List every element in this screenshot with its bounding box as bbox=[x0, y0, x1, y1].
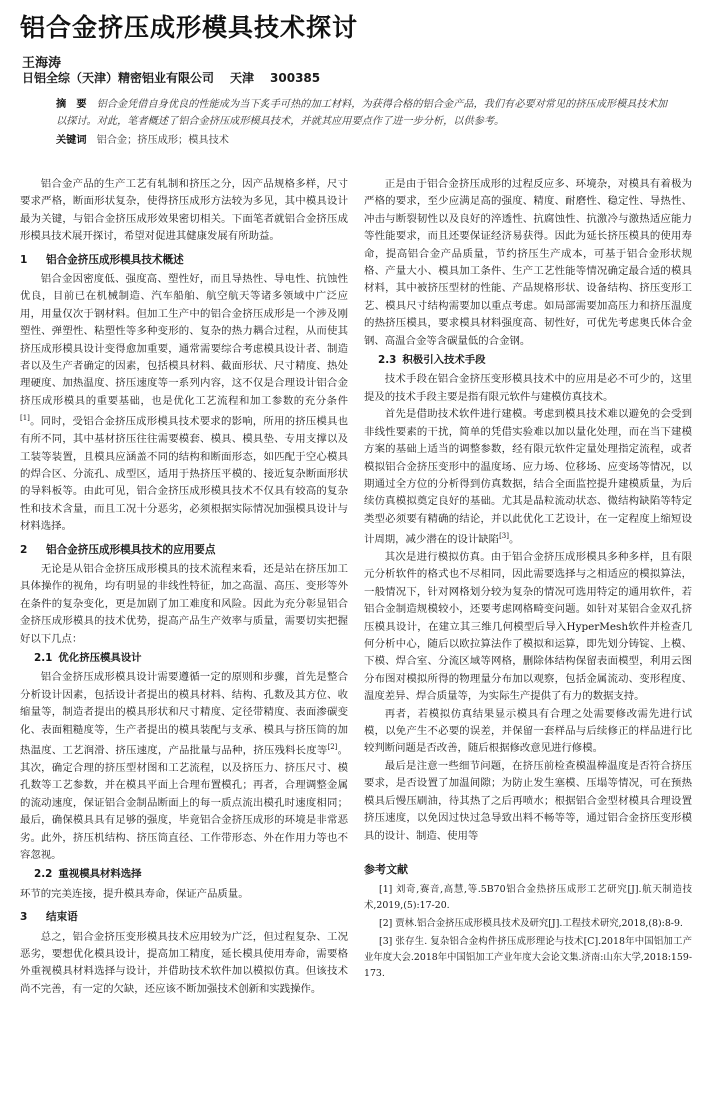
keywords-text: 铝合金；挤压成形；模具技术 bbox=[96, 135, 229, 146]
references-heading: 参考文献 bbox=[364, 862, 408, 876]
section-2-3-paragraph-4: 再者，若模拟仿真结果显示模具有合理之处需要修改需先进行试模，以免产生不必要的误差，并保留一套样品与后续修正的样品进行比较判断问题是否改善，随后根据修改意见进行修模。 bbox=[364, 707, 692, 755]
section-2-3-heading: 2.3 积极引入技术手段 bbox=[378, 354, 486, 367]
right-column bbox=[364, 176, 692, 998]
section-1-heading: 1 铝合金挤压成形模具技术概述 bbox=[20, 253, 184, 266]
affiliation-city: 天津 bbox=[230, 71, 255, 85]
affiliation bbox=[22, 69, 336, 86]
author-name: 王海涛 bbox=[22, 56, 62, 71]
reference-1: [1] 刘奇,赛音,高慧,等.5B70铝合金热挤压成形工艺研究[J].航天制造技术,2019,(5):17-20. bbox=[364, 884, 692, 912]
affiliation-org: 日铝全综（天津）精密铝业有限公司 bbox=[22, 71, 215, 85]
body-columns bbox=[20, 176, 692, 998]
section-1-paragraph: 铝合金因密度低、强度高、塑性好，而且导热性、导电性、抗蚀性优良，目前已在机械制造、汽车船舶、航空航天等诸多领域中广泛应用，用量仅次于钢材料。但加工生产中的铝合金挤压成形是一个涉及刚塑性、弹塑性、粘塑性等多种变形的、复杂的热力耦合过程，从而使其挤压成形模具设计变得愈加重要，通常需要综合考虑模具设计者、制造者以及生产者确定的因素，包括模具材料、截面形状、尺寸精度、热处理硬度、加热温度、挤压速度等一系列内容，这不仅是合理设计铝合金挤压成形模具的重要基础，也是优化工艺流程和加工参数的充分条件[1]。同时，受铝合金挤压成形模具技术要求的影响，所用的挤压模具也有所不同，其中基材挤压往往需要模套、模具、模具垫、专用支撑以及工装等装置，且模具应涵盖不同的结构和断面形态，如匹配于空心模具的焊合区、分流孔、成型区，适用于热挤压平模的、接近复杂断面形状的导料板等。由此可见，铝合金挤压成形模具技术不仅具有较高的复杂性和技术含量，而且工况十分恶劣，必须根据实际情况加强模具设计与材料选择。 bbox=[20, 273, 348, 533]
section-2-heading: 2 铝合金挤压成形模具技术的应用要点 bbox=[20, 543, 216, 556]
intro-paragraph: 铝合金产品的生产工艺有轧制和挤压之分，因产品规格多样，尺寸要求严格，断面形状复杂，使得挤压成形方法较为多见，其中模具设计最为关键，与铝合金挤压成形效果密切相关。下面笔者就铝合金挤压成形模具技术展开探讨，希望对促进其健康发展有所助益。 bbox=[20, 178, 348, 243]
abstract bbox=[56, 96, 676, 130]
section-2-3-paragraph-2: 首先是借助技术软件进行建模。考虑到模具技术难以避免的会受到非线性要素的干扰，简单的凭借实验难以加以量化处理，而在当下建模方案的基础上适当的调整参数，经有限元软件定量处理指定流程，或者模拟铝合金挤压变形中的温度场、应力场、位移场、应变场等情况，以期通过全方位的分析得到仿真数据，结合全面监控提升建模质量，为后续仿真模拟奠定良好的基础。尤其是晶粒流动状态、微结构缺陷等特定类型必须要有精确的结论，并以此优化工艺设计，在一定程度上缩短设计周期，减少潜在的设计缺陷[3]。 bbox=[364, 408, 692, 546]
section-2-3-paragraph-1: 技术手段在铝合金挤压变形模具技术中的应用是必不可少的，这里提及的技术手段主要是指有限元软件与建模仿真技术。 bbox=[364, 373, 692, 403]
conclusion-paragraph: 总之，铝合金挤压变形模具技术应用较为广泛，但过程复杂、工况恶劣，要想优化模具设计，提高加工精度，延长模具使用寿命，需要格外重视模具材料选择与设计，并借助技术软件加以模拟仿真。但该技术尚不完善，有一定的欠缺，还应该不断加强技术创新和实践操作。 bbox=[20, 930, 348, 995]
abstract-block bbox=[56, 96, 676, 149]
section-2-3-paragraph-3: 其次是进行模拟仿真。由于铝合金挤压成形模具多种多样，且有限元分析软件的格式也不尽相同，因此需要选择与之相适应的模拟算法，一般情况下，针对网格划分较为复杂的情况可选用特定的通用软件，若铝合金制造规模较小，还要考虑网格畸变问题。如针对某铝合金双孔挤压模具设计，在建立其三维几何模型后导入HyperMesh软件并检查几何分析中心，随后以欧拉算法作了模拟和运算，即先划分铸锭、上模、下模、焊合室、分流区域等网格，删除体结构保留表面模型，利用云图分布图对模拟所得的物理量分布加以观察，包括金属流动、变形程度、温度差异、焊合质量等，为实际生产提供了有力的数据支持。 bbox=[364, 551, 692, 703]
reference-2: [2] 贾林.铝合金挤压成形模具技术及研究[J].工程技术研究,2018,(8):8-9. bbox=[379, 918, 683, 930]
article-title: 铝合金挤压成形模具技术探讨 bbox=[20, 13, 359, 42]
section-2-paragraph: 无论是从铝合金挤压成形模具的技术流程来看，还是站在挤压加工具体操作的视角，均有明显的非线性特征，加之高温、高压、变形等外在条件的复杂变化，更是加剧了加工难度和风险。因此为充分彰显铝合金挤压成形模具的技术优势，提高产品生产效率与质量，需要切实把握好以下几点： bbox=[20, 563, 348, 645]
reference-3: [3] 张存生. 复杂铝合金构件挤压成形理论与技术[C].2018年中国铝加工产业年度大会.2018年中国铝加工产业年度大会论文集.济南:山东大学,2018:159-173. bbox=[364, 936, 692, 980]
citation-2[interactable]: [2] bbox=[327, 743, 338, 752]
materials-paragraph: 正是由于铝合金挤压成形的过程反应多、环境杂，对模具有着极为严格的要求，至少应满足高的强度、精度、耐磨性、稳定性、导热性、冲击与断裂韧性以及良好的淬透性、抗腐蚀性、抗激冷与激热适应能力等性能要求，而且还要保证经济易获得。因此为延长挤压模具的使用寿命，提高铝合金产品质量，节约挤压生产成本，可基于铝合金形状规格、产量大小、模具加工条件、生产工艺性能等情况确定最合适的模具材料，其中被挤压型材的性能、产品规格形状、设备结构、挤压变形工艺、模具尺寸结构需要加以重点考虑。如局部需要加高压力和挤压温度的热挤压模具，要求模具材料强度高、韧性好，可优先考虑奥氏体合金钢、高温合金等含碳量低的合金钢。 bbox=[364, 178, 692, 347]
section-2-1-heading: 2.1 优化挤压模具设计 bbox=[34, 652, 142, 665]
section-2-3-paragraph-5: 最后是注意一些细节问题，在挤压前检查模温棒温度是否符合挤压要求，是否设置了加温间隙；为防止发生塞模、压塌等情况，可在预热模具后慢压刷油，待其热了之后再喷水；根据铝合金型材模具合理设置挤压速度，以免因过快过急导致出料不畅等等，通过铝合金挤压变形模具的设计、制造、使用等 bbox=[364, 759, 692, 842]
keywords-label: 关键词 bbox=[56, 135, 87, 146]
citation-3[interactable]: [3] bbox=[499, 532, 509, 541]
section-2-2-paragraph: 环节的完美连接，提升模具寿命，保证产品质量。 bbox=[20, 887, 249, 900]
citation-1[interactable]: [1] bbox=[20, 414, 30, 423]
affiliation-postcode: 300385 bbox=[270, 71, 321, 85]
keywords bbox=[56, 132, 676, 149]
abstract-text: 铝合金凭借自身优良的性能成为当下炙手可热的加工材料，为获得合格的铝合金产品，我们有必要对常见的挤压成形模具技术加以探讨。对此，笔者概述了铝合金挤压成形模具技术，并就其应用要点作了进一步分析，以供参考。 bbox=[56, 99, 668, 127]
abstract-label: 摘 要 bbox=[56, 99, 87, 110]
left-column bbox=[20, 176, 348, 998]
section-2-1-paragraph: 铝合金挤压成形模具设计需要遵循一定的原则和步骤，首先是整合分析设计因素，包括设计者提出的模具材料、结构、孔数及其方位、收缩量等，制造者提出的模具形状和尺寸精度、定径带精度、表面渗碳变化、表面粗糙度等，生产者提出的模具装配与支承、模具与挤压筒的加热温度、工艺润滑、挤压速度，产品批量与品种，挤压残料长度等[2]。其次，确定合理的挤压型材图和工艺流程，以及挤压力、挤压尺寸、模孔数等工艺参数，并在模具平面上合理布置模孔；再者，合理调整金属的流动速度，保证铝合金制品断面上的每一质点流出模孔时速度相同；最后，确保模具具有足够的强度，毕竟铝合金挤压成形的环境是非常恶劣。此外，挤压机结构、挤压筒直径、工作带形态、外在作用力等也不容忽视。 bbox=[20, 671, 349, 861]
section-2-2-heading: 2.2 重视模具材料选择 bbox=[34, 868, 142, 881]
section-3-heading: 3 结束语 bbox=[20, 911, 78, 924]
